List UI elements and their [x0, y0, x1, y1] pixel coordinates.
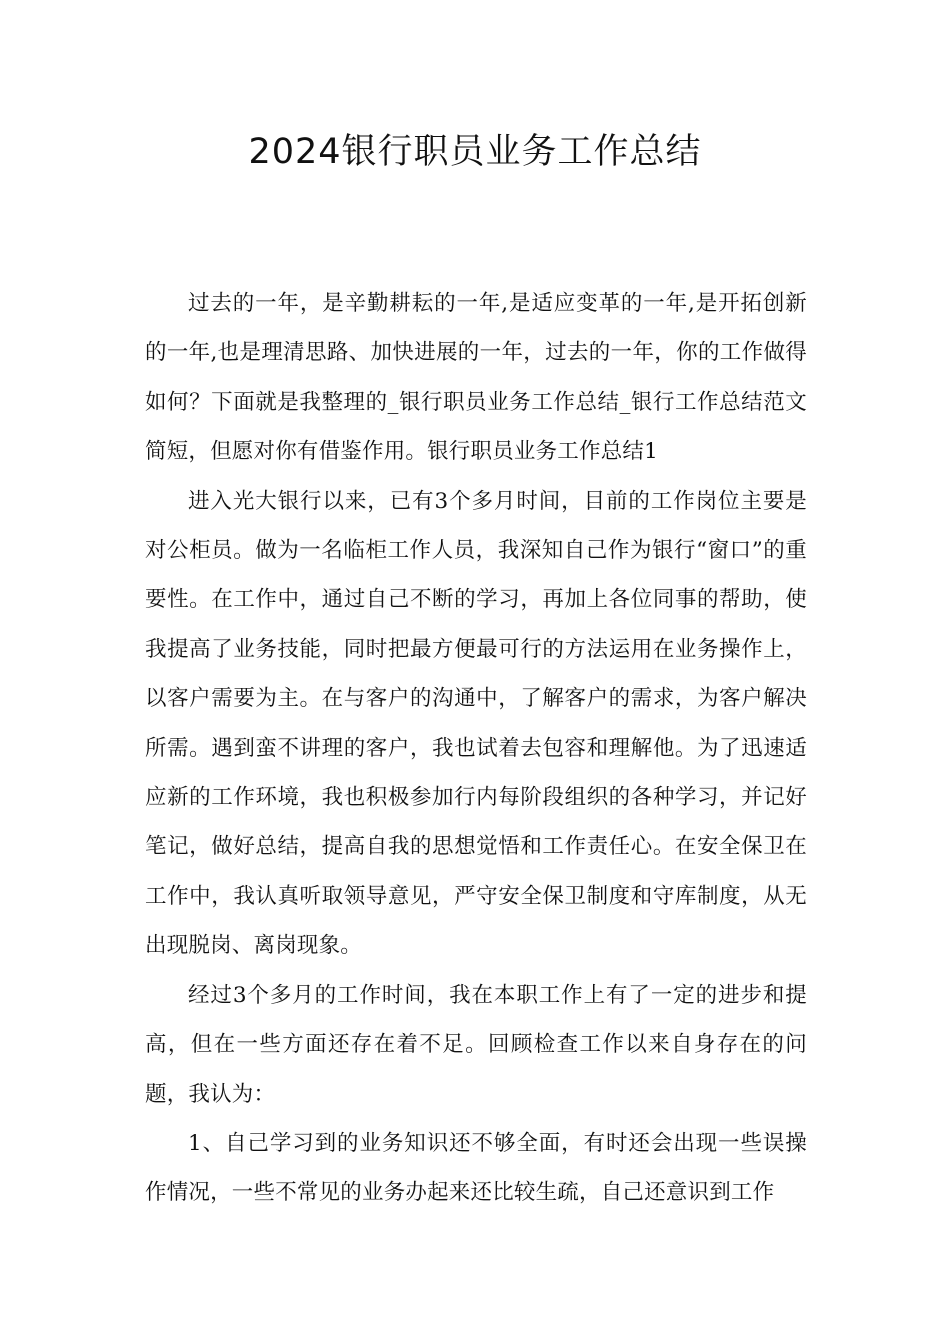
- document-body: [145, 279, 807, 1218]
- paragraph-point-1: 1、自己学习到的业务知识还不够全面，有时还会出现一些误操作情况，一些不常见的业务办起来还比较生疏，自己还意识到工作: [145, 1130, 807, 1206]
- paragraph-shortcomings: 经过3个多月的工作时间，我在本职工作上有了一定的进步和提高，但在一些方面还存在着不足。回顾检查工作以来自身存在的问题，我认为：: [145, 982, 807, 1107]
- paragraph-work-overview: 进入光大银行以来，已有3个多月时间，目前的工作岗位主要是对公柜员。做为一名临柜工作人员，我深知自己作为银行“窗口”的重要性。在工作中，通过自己不断的学习，再加上各位同事的帮助，使我提高了业务技能，同时把最方便最可行的方法运用在业务操作上，以客户需要为主。在与客户的沟通中，了解客户的需求，为客户解决所需。遇到蛮不讲理的客户，我也试着去包容和理解他。为了迅速适应新的工作环境，我也积极参加行内每阶段组织的各种学习，并记好笔记，做好总结，提高自我的思想觉悟和工作责任心。在安全保卫在工作中，我认真听取领导意见，严守安全保卫制度和守库制度，从无出现脱岗、离岗现象。: [145, 488, 807, 959]
- document-title: 2024银行职员业务工作总结: [248, 132, 702, 172]
- paragraph-intro: 过去的一年，是辛勤耕耘的一年,是适应变革的一年,是开拓创新的一年,也是理清思路、加快进展的一年，过去的一年，你的工作做得如何？下面就是我整理的_银行职员业务工作总结_银行工作总结范文简短，但愿对你有借鉴作用。银行职员业务工作总结1: [145, 291, 807, 465]
